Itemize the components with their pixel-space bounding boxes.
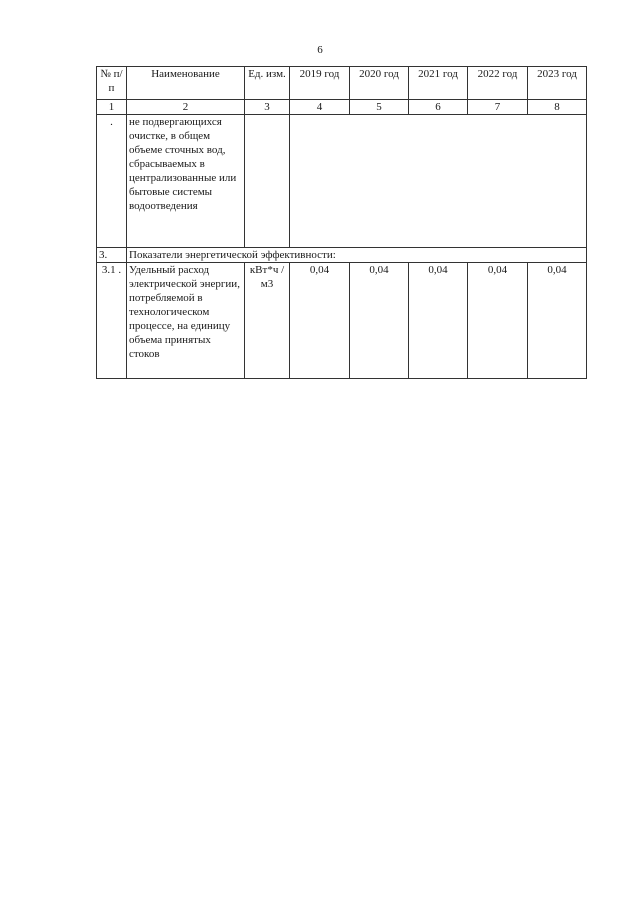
header-unit: Ед. изм. xyxy=(245,67,290,100)
column-index: 3 xyxy=(245,100,290,115)
value-2022: 0,04 xyxy=(468,263,528,379)
column-index-row xyxy=(97,100,587,115)
section-num: 3. xyxy=(97,248,127,263)
value-2020: 0,04 xyxy=(350,263,409,379)
table-row xyxy=(97,263,587,379)
indicators-table xyxy=(96,66,587,379)
page-number: 6 xyxy=(317,44,323,56)
section-row xyxy=(97,248,587,263)
header-2020: 2020 год xyxy=(350,67,409,100)
header-name: Наименование xyxy=(127,67,245,100)
header-2021: 2021 год xyxy=(409,67,468,100)
row-name: не подвергающихся очистке, в общем объеме сточных вод, сбрасываемых в централизованные или бытовые системы водоотведения xyxy=(127,115,245,248)
row-name: Удельный расход электрической энергии, потребляемой в технологическом процессе, на единицу объема принятых стоков xyxy=(127,263,245,379)
header-2023: 2023 год xyxy=(528,67,587,100)
row-unit: кВт*ч /м3 xyxy=(245,263,290,379)
column-index: 7 xyxy=(468,100,528,115)
value-2019: 0,04 xyxy=(290,263,350,379)
header-2019: 2019 год xyxy=(290,67,350,100)
column-index: 2 xyxy=(127,100,245,115)
column-index: 1 xyxy=(97,100,127,115)
header-2022: 2022 год xyxy=(468,67,528,100)
section-title: Показатели энергетической эффективности: xyxy=(127,248,587,263)
row-values-merged xyxy=(290,115,587,248)
value-2023: 0,04 xyxy=(528,263,587,379)
row-num: 3.1 . xyxy=(97,263,127,379)
table-header-row xyxy=(97,67,587,100)
column-index: 5 xyxy=(350,100,409,115)
row-num: . xyxy=(97,115,127,248)
column-index: 6 xyxy=(409,100,468,115)
table-row xyxy=(97,115,587,248)
row-unit xyxy=(245,115,290,248)
value-2021: 0,04 xyxy=(409,263,468,379)
column-index: 4 xyxy=(290,100,350,115)
column-index: 8 xyxy=(528,100,587,115)
header-num: № п/п xyxy=(97,67,127,100)
